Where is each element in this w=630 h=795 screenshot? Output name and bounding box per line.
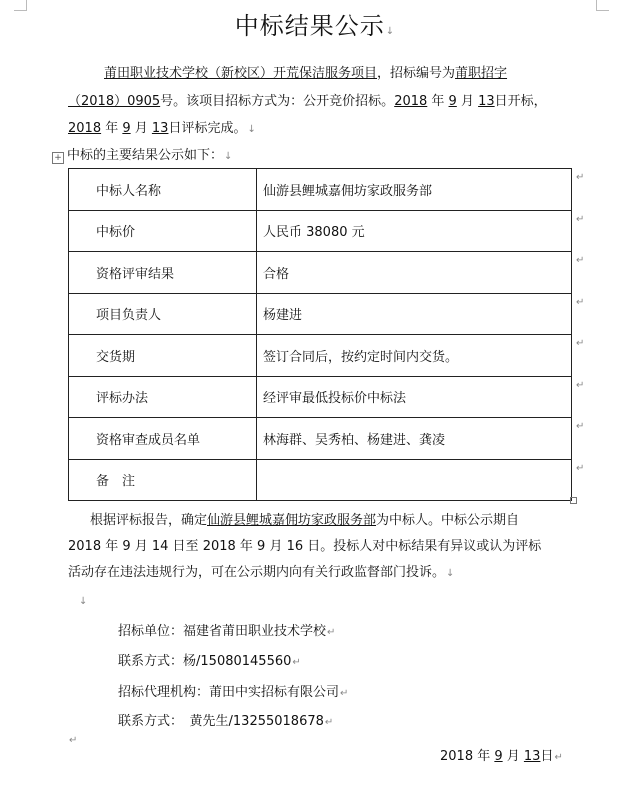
table-value-cell: 签订合同后，按约定时间内交货。: [257, 335, 572, 377]
conclusion-line-2: 2018 年 9 月 14 日至 2018 年 9 月 16 日。投标人对中标结果有异议或认为评标: [68, 539, 542, 554]
table-value-cell: 仙游县鲤城嘉佣坊家政服务部: [257, 169, 572, 211]
table-resize-handle-icon[interactable]: [570, 497, 577, 504]
table-label-cell: 资格评审结果: [69, 252, 257, 294]
table-value-cell: 人民币 38080 元: [257, 210, 572, 252]
contact-line: 招标代理机构：莆田中实招标有限公司↵: [118, 685, 349, 700]
project-name: 莆田职业技术学校（新校区）开荒保洁服务项目: [104, 66, 378, 81]
results-table: [68, 168, 572, 501]
table-value-cell: 经评审最低投标价中标法: [257, 376, 572, 418]
table-value-cell: 林海群、吴秀柏、杨建进、龚凌: [257, 418, 572, 460]
contact-line: 招标单位：福建省莆田职业技术学校↵: [118, 624, 336, 639]
table-label-cell: 交货期: [69, 335, 257, 377]
row-end-mark: ↵: [576, 421, 585, 432]
table-value-cell: 杨建进: [257, 293, 572, 335]
intro-line-3: 2018 年 9 月 13日评标完成。↓: [68, 121, 256, 136]
table-row: [69, 210, 572, 252]
contact-line: 联系方式：杨/15080145560↵: [118, 654, 301, 669]
contact-label: 联系方式：: [118, 714, 177, 729]
contact-value: 黄先生/13255018678: [176, 714, 324, 729]
table-move-handle-icon[interactable]: +: [52, 152, 64, 164]
table-label-cell: 项目负责人: [69, 293, 257, 335]
table-row: [69, 418, 572, 460]
contact-value: 莆田中实招标有限公司: [209, 685, 340, 700]
row-end-mark: ↵: [576, 338, 585, 349]
conclusion-line-3: 活动存在违法违规行为，可在公示期内向有关行政监督部门投诉。↓: [68, 565, 455, 580]
table-label-cell: 备 注: [69, 459, 257, 501]
tender-code-a: 莆职招字: [455, 66, 508, 81]
row-end-mark: ↵: [576, 255, 585, 266]
table-row: [69, 376, 572, 418]
table-value-cell: 合格: [257, 252, 572, 294]
paragraph-mark: ↵: [69, 735, 78, 746]
table-label-cell: 中标人名称: [69, 169, 257, 211]
contact-label: 招标代理机构：: [118, 685, 210, 700]
row-end-mark: ↵: [576, 296, 585, 308]
contact-label: 联系方式：: [118, 654, 184, 669]
table-label-cell: 评标办法: [69, 376, 257, 418]
row-end-mark: ↵: [576, 213, 585, 225]
contact-label: 招标单位：: [118, 624, 184, 639]
winner-name: 仙游县鲤城嘉佣坊家政服务部: [207, 513, 377, 528]
contact-value: 福建省莆田职业技术学校: [183, 624, 327, 639]
table-label-cell: 资格审查成员名单: [69, 418, 257, 460]
tender-code-b: （2018）0905: [68, 94, 161, 109]
paragraph-mark: ↓: [79, 596, 88, 607]
summary-heading: 中标的主要结果公示如下：↓: [67, 148, 233, 163]
table-row: [69, 459, 572, 501]
table-row: [69, 335, 572, 377]
row-end-mark: ↵: [576, 462, 585, 474]
table-row: [69, 169, 572, 211]
row-end-mark: ↵: [576, 172, 585, 183]
contact-line: 联系方式： 黄先生/13255018678↵: [118, 714, 334, 729]
table-row: [69, 252, 572, 294]
intro-line-1: 莆田职业技术学校（新校区）开荒保洁服务项目，招标编号为莆职招字: [104, 66, 508, 81]
table-label-cell: 中标价: [69, 210, 257, 252]
conclusion-line-1: 根据评标报告，确定仙游县鲤城嘉佣坊家政服务部为中标人。中标公示期自: [90, 513, 520, 528]
contact-value: 杨/15080145560: [183, 654, 292, 669]
date-line: 2018 年 9 月 13日↵: [440, 749, 563, 764]
row-end-mark: ↵: [576, 379, 585, 391]
page-title: 中标结果公示↓: [234, 12, 396, 40]
table-value-cell: [257, 459, 572, 501]
intro-line-2: （2018）0905号。该项目招标方式为：公开竞价招标。2018 年 9 月 13日开标，: [68, 94, 547, 109]
table-row: [69, 293, 572, 335]
